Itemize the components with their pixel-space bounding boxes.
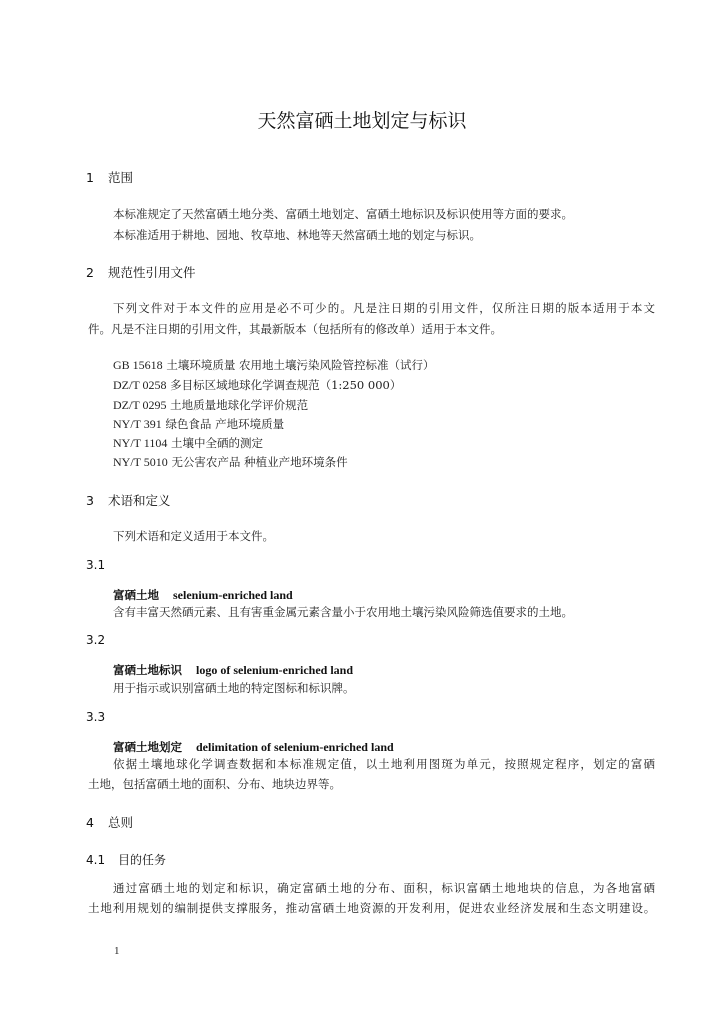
term-definition: 含有丰富天然硒元素、且有害重金属元素含量小于农用地土壤污染风险筛选值要求的土地。 [113,605,573,619]
section-3-heading [86,491,171,509]
section-number: 1 [86,170,94,185]
reference-code: NY/T 5010 [113,455,168,469]
reference-item [113,416,284,432]
reference-item [113,397,308,413]
reference-code: DZ/T 0258 [113,378,167,392]
section-number: 3 [86,493,94,508]
section-title: 总则 [108,815,134,830]
term-definition-line: 依据土壤地球化学调查数据和本标准规定值，以土地利用图斑为单元，按照规定程序，划定的富硒 [113,757,655,771]
subsection-number: 4.1 [86,853,106,867]
section-number: 2 [86,265,94,280]
section-title: 范围 [108,170,134,185]
term-number: 3.3 [86,710,106,724]
document-title: 天然富硒土地划定与标识 [257,110,467,132]
term-number: 3.1 [86,558,106,572]
term-zh: 富硒土地划定 [113,740,182,754]
term-entry [113,739,394,755]
reference-title: 绿色食品 产地环境质量 [165,417,285,431]
term-entry [113,662,353,678]
reference-title: 土壤环境质量 农用地土壤污染风险管控标准（试行） [166,358,435,372]
section-2-heading [86,263,196,281]
subsection-title: 目的任务 [118,853,167,867]
reference-code: NY/T 1104 [113,436,168,450]
section-title: 规范性引用文件 [108,265,196,280]
reference-code: NY/T 391 [113,417,162,431]
section-1-heading [86,168,133,186]
term-definition: 用于指示或识别富硒土地的特定图标和标识牌。 [113,681,355,695]
term-zh: 富硒土地标识 [113,663,182,677]
reference-item [113,377,401,393]
paragraph-line: 土地利用规划的编制提供支撑服务，推动富硒土地资源的开发利用，促进农业经济发展和生态文明建设。 [88,901,655,915]
reference-title: 土地质量地球化学评价规范 [170,398,309,412]
reference-title: 无公害农产品 种植业产地环境条件 [171,455,348,469]
term-zh: 富硒土地 [113,588,159,602]
term-en: delimitation of selenium-enriched land [196,740,394,754]
paragraph: 下列术语和定义适用于本文件。 [113,529,274,543]
page-number: 1 [114,945,120,957]
section-title: 术语和定义 [108,493,171,508]
paragraph: 本标准规定了天然富硒土地分类、富硒土地划定、富硒土地标识及标识使用等方面的要求。 [113,207,573,221]
reference-item [113,454,348,470]
paragraph: 本标准适用于耕地、园地、牧草地、林地等天然富硒土地的划定与标识。 [113,228,481,242]
paragraph-line: 下列文件对于本文件的应用是必不可少的。凡是注日期的引用文件，仅所注日期的版本适用于本文 [113,301,655,315]
subsection-4-1-heading [86,851,166,868]
term-en: logo of selenium-enriched land [196,663,354,677]
reference-code: DZ/T 0295 [113,398,167,412]
paragraph-line: 通过富硒土地的划定和标识，确定富硒土地的分布、面积，标识富硒土地地块的信息，为各地富硒 [113,881,655,895]
reference-title: 多目标区域地球化学调查规范（1:250 000） [170,378,402,392]
term-en: selenium-enriched land [173,588,293,602]
paragraph-line: 件。凡是不注日期的引用文件，其最新版本（包括所有的修改单）适用于本文件。 [88,322,502,336]
term-number: 3.2 [86,633,106,647]
reference-item [113,357,434,373]
term-definition-line: 土地，包括富硒土地的面积、分布、地块边界等。 [88,777,341,791]
reference-title: 土壤中全硒的测定 [171,436,263,450]
section-4-heading [86,813,133,831]
section-number: 4 [86,815,94,830]
reference-item [113,435,263,451]
reference-code: GB 15618 [113,358,163,372]
term-entry [113,587,293,603]
